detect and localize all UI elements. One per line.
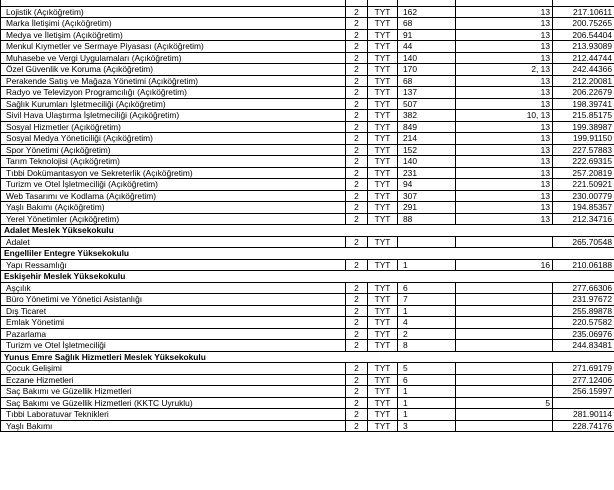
notes-cell: 2, 13 (456, 64, 553, 76)
table-row (1, 420, 614, 432)
table-row (1, 259, 614, 271)
count-cell: 8 (398, 340, 456, 352)
count-cell: 1 (398, 386, 456, 398)
score-type-cell: TYT (368, 328, 398, 340)
score-type-cell: TYT (368, 409, 398, 421)
program-name-cell: Adalet (1, 236, 346, 248)
count-cell: 170 (398, 64, 456, 76)
count-cell: 140 (398, 52, 456, 64)
table-row (1, 156, 614, 168)
count-cell: 382 (398, 110, 456, 122)
score-type-cell: TYT (368, 294, 398, 306)
program-name-cell: Perakende Satış ve Mağaza Yönetimi (Açıköğretim) (1, 75, 346, 87)
table-row (1, 386, 614, 398)
score-type-cell: TYT (368, 190, 398, 202)
score-type-cell: TYT (368, 52, 398, 64)
count-cell: 3 (398, 420, 456, 432)
score-type-cell: TYT (368, 317, 398, 329)
notes-cell (456, 328, 553, 340)
program-name-cell: Emlak Yönetimi (1, 317, 346, 329)
count-cell: 137 (398, 87, 456, 99)
table-row (1, 110, 614, 122)
score-type-cell: TYT (368, 340, 398, 352)
score-type-cell: TYT (368, 98, 398, 110)
program-name-cell: Eczane Hizmetleri (1, 374, 346, 386)
quota-cell: 2 (346, 420, 368, 432)
notes-cell (456, 386, 553, 398)
notes-cell (456, 340, 553, 352)
program-name-cell: Dış Ticaret (1, 305, 346, 317)
count-cell: 291 (398, 202, 456, 214)
quota-cell: 2 (346, 75, 368, 87)
quota-cell: 2 (346, 282, 368, 294)
table-row (1, 179, 614, 191)
score-type-cell: TYT (368, 386, 398, 398)
count-cell: 94 (398, 179, 456, 191)
table-row (1, 374, 614, 386)
notes-cell: 13 (456, 98, 553, 110)
score-type-cell: TYT (368, 6, 398, 18)
program-name-cell: Web Tasarımı ve Kodlama (Açıköğretim) (1, 190, 346, 202)
min-score-cell: 277.66306 (553, 282, 614, 294)
program-name-cell: Pazarlama (1, 328, 346, 340)
score-type-cell: TYT (368, 282, 398, 294)
count-cell: 307 (398, 190, 456, 202)
min-score-cell: 228.74176 (553, 420, 614, 432)
min-score-cell: 215.85175 (553, 110, 614, 122)
program-name-cell: Çocuk Gelişimi (1, 363, 346, 375)
quota-cell: 2 (346, 41, 368, 53)
count-cell: 507 (398, 98, 456, 110)
min-score-cell: 199.91150 (553, 133, 614, 145)
table-row (1, 340, 614, 352)
table-row (1, 98, 614, 110)
count-cell: 91 (398, 29, 456, 41)
score-type-cell: TYT (368, 397, 398, 409)
section-header-row (1, 351, 614, 363)
count-cell: 6 (398, 374, 456, 386)
count-cell: 88 (398, 213, 456, 225)
count-cell: 152 (398, 144, 456, 156)
quota-cell: 2 (346, 121, 368, 133)
score-type-cell: TYT (368, 18, 398, 30)
table-row (1, 167, 614, 179)
score-type-cell: TYT (368, 75, 398, 87)
table-row (1, 41, 614, 53)
min-score-cell: 217.10611 (553, 6, 614, 18)
table-row (1, 213, 614, 225)
min-score-cell: 277.12406 (553, 374, 614, 386)
program-name-cell: Sivil Hava Ulaştırma İşletmeciliği (Açıköğretim) (1, 110, 346, 122)
program-name-cell: Turizm ve Otel İşletmeciliği (Açıköğretim) (1, 179, 346, 191)
quota-cell: 2 (346, 6, 368, 18)
count-cell: 1 (398, 259, 456, 271)
notes-cell: 13 (456, 52, 553, 64)
score-type-cell: TYT (368, 156, 398, 168)
notes-cell: 13 (456, 167, 553, 179)
program-name-cell: Yaşlı Bakımı (Açıköğretim) (1, 202, 346, 214)
min-score-cell: 231.97672 (553, 294, 614, 306)
section-header-row (1, 225, 614, 237)
notes-cell: 13 (456, 156, 553, 168)
min-score-cell: 256.15997 (553, 386, 614, 398)
score-type-cell: TYT (368, 236, 398, 248)
quota-cell: 2 (346, 133, 368, 145)
table-row (1, 190, 614, 202)
program-name-cell: Sosyal Hizmetler (Açıköğretim) (1, 121, 346, 133)
min-score-cell: 235.06976 (553, 328, 614, 340)
count-cell: 7 (398, 294, 456, 306)
section-title: Adalet Meslek Yüksekokulu (1, 225, 614, 237)
program-name-cell: Sağlık Kurumları İşletmeciliği (Açıköğretim) (1, 98, 346, 110)
program-name-cell: Yapı Ressamlığı (1, 259, 346, 271)
min-score-cell: 265.70548 (553, 236, 614, 248)
program-name-cell: Muhasebe ve Vergi Uygulamaları (Açıköğretim) (1, 52, 346, 64)
quota-cell: 2 (346, 64, 368, 76)
score-type-cell: TYT (368, 179, 398, 191)
program-name-cell: Sosyal Medya Yöneticiliği (Açıköğretim) (1, 133, 346, 145)
min-score-cell: 210.06188 (553, 259, 614, 271)
quota-cell: 2 (346, 363, 368, 375)
min-score-cell: 281.90114 (553, 409, 614, 421)
table-row (1, 6, 614, 18)
min-score-cell (553, 397, 614, 409)
score-type-cell: TYT (368, 167, 398, 179)
notes-cell (456, 294, 553, 306)
notes-cell: 13 (456, 190, 553, 202)
table-row (1, 328, 614, 340)
count-cell: 1 (398, 305, 456, 317)
quota-cell: 2 (346, 317, 368, 329)
program-name-cell: Yaşlı Bakımı (1, 420, 346, 432)
quota-cell: 2 (346, 213, 368, 225)
count-cell: 231 (398, 167, 456, 179)
quota-cell: 2 (346, 236, 368, 248)
program-name-cell: Lojistik (Açıköğretim) (1, 6, 346, 18)
score-type-cell: TYT (368, 213, 398, 225)
count-cell (398, 236, 456, 248)
quota-cell: 2 (346, 259, 368, 271)
min-score-cell: 200.75265 (553, 18, 614, 30)
min-score-cell: 220.57582 (553, 317, 614, 329)
section-title: Eskişehir Meslek Yüksekokulu (1, 271, 614, 283)
score-type-cell: TYT (368, 133, 398, 145)
count-cell: 6 (398, 282, 456, 294)
score-type-cell: TYT (368, 363, 398, 375)
min-score-cell: 212.34716 (553, 213, 614, 225)
notes-cell: 10, 13 (456, 110, 553, 122)
section-title: Engelliler Entegre Yüksekokulu (1, 248, 614, 260)
notes-cell: 13 (456, 179, 553, 191)
table-row (1, 305, 614, 317)
notes-cell: 13 (456, 75, 553, 87)
count-cell: 214 (398, 133, 456, 145)
quota-cell: 2 (346, 386, 368, 398)
min-score-cell: 221.50921 (553, 179, 614, 191)
notes-cell: 5 (456, 397, 553, 409)
table-row (1, 121, 614, 133)
quota-cell: 2 (346, 305, 368, 317)
program-name-cell: Büro Yönetimi ve Yönetici Asistanlığı (1, 294, 346, 306)
table-row (1, 409, 614, 421)
quota-cell: 2 (346, 29, 368, 41)
min-score-cell: 271.69179 (553, 363, 614, 375)
count-cell: 1 (398, 397, 456, 409)
min-score-cell: 212.44744 (553, 52, 614, 64)
program-name-cell: Medya ve İletişim (Açıköğretim) (1, 29, 346, 41)
quota-cell: 2 (346, 202, 368, 214)
min-score-cell: 212.20081 (553, 75, 614, 87)
count-cell: 4 (398, 317, 456, 329)
score-type-cell: TYT (368, 259, 398, 271)
table-row (1, 52, 614, 64)
quota-cell: 2 (346, 98, 368, 110)
table-row (1, 18, 614, 30)
min-score-cell: 255.89878 (553, 305, 614, 317)
table-row (1, 144, 614, 156)
notes-cell: 16 (456, 259, 553, 271)
count-cell: 68 (398, 75, 456, 87)
notes-cell (456, 363, 553, 375)
quota-cell: 2 (346, 190, 368, 202)
program-name-cell: Aşçılık (1, 282, 346, 294)
table-row (1, 294, 614, 306)
quota-cell: 2 (346, 328, 368, 340)
min-score-cell: 222.69315 (553, 156, 614, 168)
min-score-cell: 244.83481 (553, 340, 614, 352)
table-row (1, 133, 614, 145)
table-row (1, 29, 614, 41)
min-score-cell: 230.00779 (553, 190, 614, 202)
score-type-cell: TYT (368, 29, 398, 41)
table-row (1, 397, 614, 409)
quota-cell: 2 (346, 374, 368, 386)
table-row (1, 87, 614, 99)
score-type-cell: TYT (368, 202, 398, 214)
quota-cell: 2 (346, 156, 368, 168)
program-table-body (1, 0, 614, 432)
min-score-cell: 194.85357 (553, 202, 614, 214)
table-row (1, 64, 614, 76)
count-cell: 68 (398, 18, 456, 30)
count-cell: 1 (398, 409, 456, 421)
count-cell: 140 (398, 156, 456, 168)
quota-cell: 2 (346, 144, 368, 156)
quota-cell: 2 (346, 409, 368, 421)
notes-cell: 13 (456, 29, 553, 41)
notes-cell (456, 420, 553, 432)
notes-cell (456, 374, 553, 386)
count-cell: 5 (398, 363, 456, 375)
table-row (1, 282, 614, 294)
program-name-cell: Özel Güvenlik ve Koruma (Açıköğretim) (1, 64, 346, 76)
notes-cell: 13 (456, 202, 553, 214)
count-cell: 162 (398, 6, 456, 18)
min-score-cell: 206.22679 (553, 87, 614, 99)
score-type-cell: TYT (368, 64, 398, 76)
min-score-cell: 257.20819 (553, 167, 614, 179)
quota-cell: 2 (346, 397, 368, 409)
notes-cell: 13 (456, 133, 553, 145)
quota-cell: 2 (346, 52, 368, 64)
program-name-cell: Yerel Yönetimler (Açıköğretim) (1, 213, 346, 225)
min-score-cell: 199.38987 (553, 121, 614, 133)
program-name-cell: Saç Bakımı ve Güzellik Hizmetleri (1, 386, 346, 398)
count-cell: 849 (398, 121, 456, 133)
quota-cell: 2 (346, 179, 368, 191)
score-type-cell: TYT (368, 41, 398, 53)
section-header-row (1, 248, 614, 260)
notes-cell: 13 (456, 121, 553, 133)
min-score-cell: 227.57883 (553, 144, 614, 156)
notes-cell: 13 (456, 6, 553, 18)
quota-cell: 2 (346, 87, 368, 99)
notes-cell: 13 (456, 213, 553, 225)
notes-cell (456, 409, 553, 421)
table-row (1, 202, 614, 214)
notes-cell (456, 305, 553, 317)
program-name-cell: Tıbbi Laboratuvar Teknikleri (1, 409, 346, 421)
notes-cell (456, 282, 553, 294)
notes-cell: 13 (456, 41, 553, 53)
table-row (1, 75, 614, 87)
min-score-cell: 213.93089 (553, 41, 614, 53)
count-cell: 44 (398, 41, 456, 53)
score-type-cell: TYT (368, 87, 398, 99)
quota-cell: 2 (346, 110, 368, 122)
program-name-cell: Turizm ve Otel İşletmeciliği (1, 340, 346, 352)
section-header-row (1, 271, 614, 283)
notes-cell (456, 317, 553, 329)
score-type-cell: TYT (368, 420, 398, 432)
table-row (1, 236, 614, 248)
table-row (1, 317, 614, 329)
program-name-cell: Menkul Kıymetler ve Sermaye Piyasası (Açıköğretim) (1, 41, 346, 53)
program-name-cell: Tıbbi Dokümantasyon ve Sekreterlik (Açıköğretim) (1, 167, 346, 179)
notes-cell: 13 (456, 18, 553, 30)
min-score-cell: 206.54404 (553, 29, 614, 41)
program-name-cell: Saç Bakımı ve Güzellik Hizmetleri (KKTC Uyruklu) (1, 397, 346, 409)
quota-cell: 2 (346, 18, 368, 30)
section-title: Yunus Emre Sağlık Hizmetleri Meslek Yüksekokulu (1, 351, 614, 363)
quota-cell: 2 (346, 294, 368, 306)
notes-cell (456, 236, 553, 248)
program-name-cell: Radyo ve Televizyon Programcılığı (Açıköğretim) (1, 87, 346, 99)
score-type-cell: TYT (368, 110, 398, 122)
score-type-cell: TYT (368, 121, 398, 133)
notes-cell: 13 (456, 87, 553, 99)
min-score-cell: 198.39741 (553, 98, 614, 110)
notes-cell: 13 (456, 144, 553, 156)
score-type-cell: TYT (368, 144, 398, 156)
table-row (1, 363, 614, 375)
quota-cell: 2 (346, 340, 368, 352)
quota-cell: 2 (346, 167, 368, 179)
program-name-cell: Spor Yönetimi (Açıköğretim) (1, 144, 346, 156)
program-name-cell: Marka İletişimi (Açıköğretim) (1, 18, 346, 30)
program-name-cell: Tarım Teknolojisi (Açıköğretim) (1, 156, 346, 168)
score-type-cell: TYT (368, 305, 398, 317)
score-type-cell: TYT (368, 374, 398, 386)
count-cell: 2 (398, 328, 456, 340)
min-score-cell: 242.44366 (553, 64, 614, 76)
